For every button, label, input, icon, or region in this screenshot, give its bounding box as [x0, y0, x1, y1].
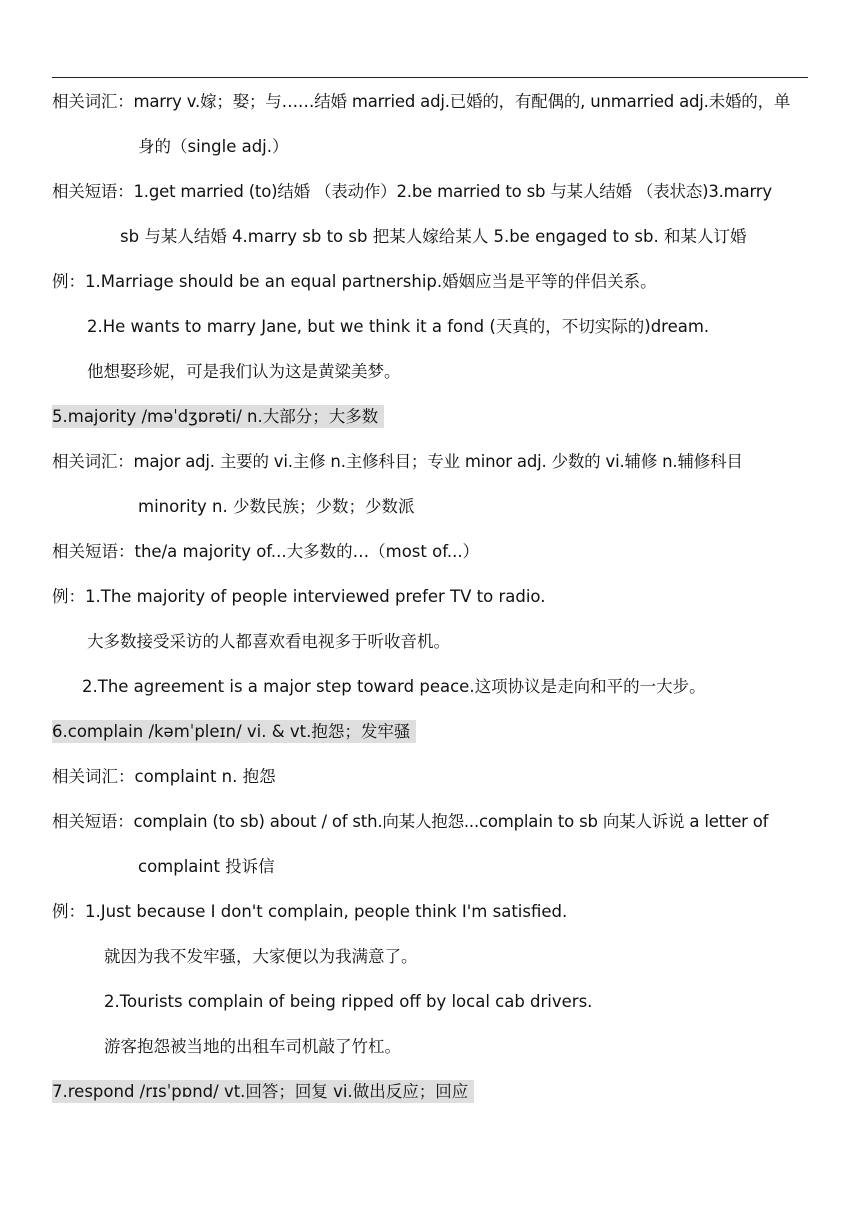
- header-rule: [52, 77, 808, 78]
- related-words-complaint: 相关词汇：complaint n. 抱怨: [52, 767, 276, 786]
- heading-majority: [52, 405, 384, 429]
- heading-complain: [52, 720, 416, 744]
- heading-respond-text: 7.respond /rɪsˈpɒnd/ vt.回答；回复 vi.做出反应；回应: [52, 1080, 474, 1103]
- related-phrases-complain-cont: complaint 投诉信: [138, 857, 275, 876]
- example-majority-1: 例：1.The majority of people interviewed prefer TV to radio.: [52, 587, 546, 606]
- example-majority-1-translation: 大多数接受采访的人都喜欢看电视多于听收音机。: [87, 632, 450, 651]
- related-phrases-marry: 相关短语：1.get married (to)结婚 （表动作）2.be married to sb 与某人结婚 （表状态)3.marry: [52, 182, 772, 201]
- related-phrases-majority: 相关短语：the/a majority of...大多数的…（most of...）: [52, 542, 480, 561]
- related-phrases-complain: 相关短语：complain (to sb) about / of sth.向某人抱怨...complain to sb 向某人诉说 a letter of: [52, 812, 769, 831]
- example-complain-1: 例：1.Just because I don't complain, people think I'm satisfied.: [52, 902, 568, 921]
- related-phrases-marry-cont: sb 与某人结婚 4.marry sb to sb 把某人嫁给某人 5.be engaged to sb. 和某人订婚: [120, 227, 747, 246]
- example-marry-2-translation: 他想娶珍妮，可是我们认为这是黄粱美梦。: [87, 362, 401, 381]
- example-marry-2: 2.He wants to marry Jane, but we think it a fond (天真的，不切实际的)dream.: [87, 317, 710, 336]
- example-marriage-1: 例：1.Marriage should be an equal partnership.婚姻应当是平等的伴侣关系。: [52, 272, 657, 291]
- example-complain-1-translation: 就因为我不发牢骚，大家便以为我满意了。: [104, 947, 418, 966]
- example-complain-2-translation: 游客抱怨被当地的出租车司机敲了竹杠。: [104, 1037, 401, 1056]
- related-words-majority: 相关词汇：major adj. 主要的 vi.主修 n.主修科目；专业 minor adj. 少数的 vi.辅修 n.辅修科目: [52, 452, 743, 471]
- related-words-marry: 相关词汇：marry v.嫁；娶；与……结婚 married adj.已婚的，有配偶的, unmarried adj.未婚的，单: [52, 92, 791, 111]
- heading-complain-text: 6.complain /kəmˈpleɪn/ vi. & vt.抱怨；发牢骚: [52, 720, 416, 743]
- example-major-2: 2.The agreement is a major step toward peace.这项协议是走向和平的一大步。: [82, 677, 706, 696]
- related-words-minority: minority n. 少数民族；少数；少数派: [138, 497, 415, 516]
- heading-respond: [52, 1080, 474, 1104]
- heading-majority-text: 5.majority /məˈdʒɒrəti/ n.大部分；大多数: [52, 405, 384, 428]
- related-words-marry-cont: 身的（single adj.）: [138, 137, 289, 156]
- example-complain-2: 2.Tourists complain of being ripped off by local cab drivers.: [104, 992, 593, 1011]
